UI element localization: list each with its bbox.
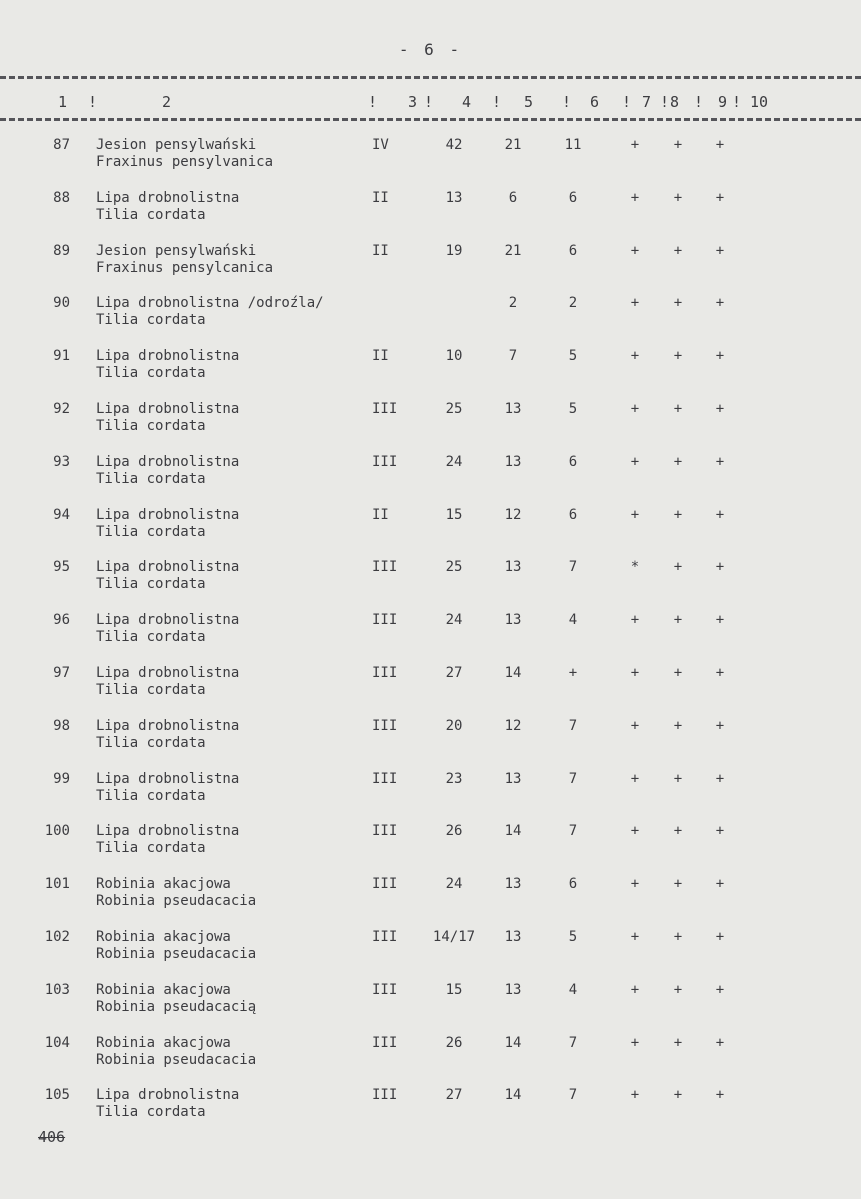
value-col-5: 21 — [504, 243, 522, 259]
mark-col-8: + — [673, 771, 683, 787]
species-name-polish: Robinia akacjowa — [96, 1035, 231, 1051]
mark-col-9: + — [715, 718, 725, 734]
species-name-latin: Tilia cordata — [96, 576, 206, 592]
table-row — [0, 1035, 861, 1079]
mark-col-8: + — [673, 1035, 683, 1051]
table-row — [0, 507, 861, 551]
species-name-polish: Robinia akacjowa — [96, 876, 231, 892]
header-separator: ! — [732, 93, 742, 111]
species-name — [96, 559, 239, 593]
value-col-4: 24 — [445, 876, 463, 892]
footer-note: 406 — [38, 1128, 66, 1146]
species-name — [96, 1035, 256, 1069]
species-name-latin: Robinia pseudacacią — [96, 999, 257, 1015]
quality-class: III — [372, 718, 398, 734]
header-col-8: 8 — [670, 93, 680, 111]
species-name — [96, 454, 239, 488]
row-number: 105 — [44, 1087, 70, 1103]
mark-col-8: + — [673, 401, 683, 417]
species-name — [96, 823, 239, 857]
value-col-4: 24 — [445, 612, 463, 628]
species-name — [96, 771, 239, 805]
mark-col-8: + — [673, 929, 683, 945]
value-col-6: 7 — [568, 1087, 578, 1103]
mark-col-9: + — [715, 401, 725, 417]
species-name-polish: Lipa drobnolistna — [96, 823, 240, 839]
header-col-7: 7 — [642, 93, 652, 111]
mark-col-9: + — [715, 295, 725, 311]
species-name-latin: Tilia cordata — [96, 524, 206, 540]
row-number: 93 — [53, 454, 70, 470]
table-row — [0, 401, 861, 445]
mark-col-9: + — [715, 823, 725, 839]
value-col-6: 5 — [568, 401, 578, 417]
value-col-5: 14 — [504, 1087, 522, 1103]
value-col-6: 5 — [568, 929, 578, 945]
header-bottom-rule — [0, 118, 861, 121]
value-col-5: 13 — [504, 876, 522, 892]
species-name-polish: Lipa drobnolistna — [96, 559, 240, 575]
mark-col-8: + — [673, 348, 683, 364]
mark-col-7: + — [630, 1087, 640, 1103]
species-name — [96, 348, 239, 382]
value-col-4: 19 — [445, 243, 463, 259]
row-number: 87 — [53, 137, 70, 153]
species-name — [96, 137, 273, 171]
mark-col-8: + — [673, 190, 683, 206]
row-number: 91 — [53, 348, 70, 364]
species-name-latin: Tilia cordata — [96, 840, 206, 856]
quality-class: II — [372, 243, 389, 259]
table-row — [0, 1087, 861, 1131]
species-name-polish: Lipa drobnolistna — [96, 348, 240, 364]
species-name — [96, 401, 239, 435]
value-col-4: 24 — [445, 454, 463, 470]
mark-col-8: + — [673, 665, 683, 681]
row-number: 102 — [44, 929, 70, 945]
quality-class: III — [372, 559, 398, 575]
species-name-polish: Lipa drobnolistna — [96, 612, 240, 628]
quality-class: II — [372, 348, 389, 364]
species-name-latin: Tilia cordata — [96, 207, 206, 223]
mark-col-8: + — [673, 982, 683, 998]
species-name-polish: Lipa drobnolistna — [96, 718, 240, 734]
value-col-6: 11 — [564, 137, 582, 153]
value-col-6: 6 — [568, 190, 578, 206]
mark-col-9: + — [715, 665, 725, 681]
species-name-latin: Tilia cordata — [96, 788, 206, 804]
mark-col-7: + — [630, 243, 640, 259]
value-col-5: 14 — [504, 823, 522, 839]
value-col-4: 26 — [445, 1035, 463, 1051]
value-col-4: 10 — [445, 348, 463, 364]
value-col-5: 13 — [504, 982, 522, 998]
row-number: 90 — [53, 295, 70, 311]
value-col-5: 13 — [504, 401, 522, 417]
species-name-polish: Lipa drobnolistna — [96, 507, 240, 523]
value-col-4: 13 — [445, 190, 463, 206]
value-col-6: 6 — [568, 454, 578, 470]
quality-class: III — [372, 1035, 398, 1051]
value-col-5: 21 — [504, 137, 522, 153]
quality-class: III — [372, 665, 398, 681]
value-col-5: 13 — [504, 454, 522, 470]
value-col-5: 14 — [504, 1035, 522, 1051]
value-col-6: 7 — [568, 771, 578, 787]
quality-class: II — [372, 190, 389, 206]
mark-col-9: + — [715, 348, 725, 364]
value-col-6: 4 — [568, 982, 578, 998]
row-number: 95 — [53, 559, 70, 575]
mark-col-8: + — [673, 823, 683, 839]
mark-col-7: + — [630, 823, 640, 839]
species-name-polish: Lipa drobnolistna — [96, 401, 240, 417]
value-col-5: 6 — [508, 190, 518, 206]
mark-col-8: + — [673, 454, 683, 470]
mark-col-7: + — [630, 771, 640, 787]
value-col-4: 23 — [445, 771, 463, 787]
header-col-10: 10 — [750, 93, 769, 111]
value-col-6: 7 — [568, 718, 578, 734]
table-row — [0, 876, 861, 920]
value-col-5: 12 — [504, 507, 522, 523]
mark-col-9: + — [715, 612, 725, 628]
header-col-6: 6 — [590, 93, 600, 111]
header-col-5: 5 — [524, 93, 534, 111]
table-row — [0, 243, 861, 287]
quality-class: III — [372, 982, 398, 998]
quality-class: IV — [372, 137, 389, 153]
species-name — [96, 876, 256, 910]
value-col-4: 14/17 — [432, 929, 476, 945]
mark-col-7: * — [630, 559, 640, 575]
quality-class: III — [372, 876, 398, 892]
value-col-6: + — [568, 665, 578, 681]
table-row — [0, 295, 861, 339]
mark-col-9: + — [715, 876, 725, 892]
species-name — [96, 243, 273, 277]
quality-class: III — [372, 1087, 398, 1103]
table-row — [0, 612, 861, 656]
header-col-9: 9 — [718, 93, 728, 111]
page-number: - 6 - — [398, 40, 463, 59]
mark-col-7: + — [630, 929, 640, 945]
mark-col-7: + — [630, 401, 640, 417]
quality-class: III — [372, 612, 398, 628]
value-col-5: 13 — [504, 929, 522, 945]
table-row — [0, 771, 861, 815]
species-name — [96, 982, 256, 1016]
mark-col-8: + — [673, 1087, 683, 1103]
species-name-polish: Lipa drobnolistna — [96, 190, 240, 206]
value-col-5: 2 — [508, 295, 518, 311]
header-top-rule — [0, 76, 861, 79]
table-row — [0, 718, 861, 762]
quality-class: II — [372, 507, 389, 523]
species-name-latin: Robinia pseudacacia — [96, 946, 257, 962]
header-separator: ! — [694, 93, 704, 111]
row-number: 103 — [44, 982, 70, 998]
species-name — [96, 1087, 239, 1121]
mark-col-8: + — [673, 876, 683, 892]
row-number: 99 — [53, 771, 70, 787]
mark-col-7: + — [630, 612, 640, 628]
row-number: 92 — [53, 401, 70, 417]
species-name-polish: Lipa drobnolistna /odroźla/ — [96, 295, 324, 311]
mark-col-7: + — [630, 1035, 640, 1051]
row-number: 94 — [53, 507, 70, 523]
header-separator: ! — [368, 93, 378, 111]
header-separator: ! — [492, 93, 502, 111]
mark-col-9: + — [715, 454, 725, 470]
table-row — [0, 348, 861, 392]
row-number: 89 — [53, 243, 70, 259]
value-col-6: 6 — [568, 876, 578, 892]
row-number: 104 — [44, 1035, 70, 1051]
mark-col-9: + — [715, 771, 725, 787]
quality-class: III — [372, 929, 398, 945]
value-col-6: 7 — [568, 559, 578, 575]
mark-col-9: + — [715, 929, 725, 945]
header-separator: ! — [562, 93, 572, 111]
mark-col-7: + — [630, 137, 640, 153]
value-col-6: 2 — [568, 295, 578, 311]
table-row — [0, 454, 861, 498]
header-separator: ! — [660, 93, 670, 111]
table-row — [0, 982, 861, 1026]
value-col-6: 6 — [568, 243, 578, 259]
value-col-5: 7 — [508, 348, 518, 364]
table-row — [0, 137, 861, 181]
mark-col-7: + — [630, 295, 640, 311]
mark-col-8: + — [673, 718, 683, 734]
quality-class: III — [372, 771, 398, 787]
species-name-latin: Tilia cordata — [96, 471, 206, 487]
value-col-4: 15 — [445, 507, 463, 523]
species-name-polish: Jesion pensylwański — [96, 137, 257, 153]
mark-col-8: + — [673, 295, 683, 311]
species-name — [96, 190, 239, 224]
mark-col-9: + — [715, 1087, 725, 1103]
header-col-2: 2 — [162, 93, 172, 111]
species-name-latin: Robinia pseudacacia — [96, 893, 257, 909]
row-number: 101 — [44, 876, 70, 892]
mark-col-7: + — [630, 454, 640, 470]
value-col-6: 5 — [568, 348, 578, 364]
table-row — [0, 559, 861, 603]
value-col-4: 20 — [445, 718, 463, 734]
mark-col-9: + — [715, 137, 725, 153]
value-col-4: 15 — [445, 982, 463, 998]
species-name — [96, 929, 256, 963]
table-row — [0, 929, 861, 973]
mark-col-9: + — [715, 559, 725, 575]
mark-col-7: + — [630, 665, 640, 681]
species-name-latin: Robinia pseudacacia — [96, 1052, 257, 1068]
value-col-6: 7 — [568, 1035, 578, 1051]
value-col-4: 25 — [445, 559, 463, 575]
header-col-1: 1 — [58, 93, 68, 111]
value-col-6: 6 — [568, 507, 578, 523]
species-name-polish: Lipa drobnolistna — [96, 771, 240, 787]
mark-col-9: + — [715, 982, 725, 998]
header-col-3: 3 — [408, 93, 418, 111]
mark-col-9: + — [715, 507, 725, 523]
species-name-polish: Lipa drobnolistna — [96, 665, 240, 681]
species-name-polish: Jesion pensylwański — [96, 243, 257, 259]
value-col-4: 42 — [445, 137, 463, 153]
row-number: 88 — [53, 190, 70, 206]
species-name-latin: Tilia cordata — [96, 1104, 206, 1120]
value-col-4: 27 — [445, 1087, 463, 1103]
species-name — [96, 718, 239, 752]
value-col-4: 26 — [445, 823, 463, 839]
species-name-polish: Lipa drobnolistna — [96, 454, 240, 470]
mark-col-8: + — [673, 559, 683, 575]
value-col-5: 13 — [504, 771, 522, 787]
species-name-latin: Tilia cordata — [96, 735, 206, 751]
species-name-latin: Tilia cordata — [96, 365, 206, 381]
header-separator: ! — [424, 93, 434, 111]
species-name-latin: Tilia cordata — [96, 312, 206, 328]
table-row — [0, 823, 861, 867]
row-number: 98 — [53, 718, 70, 734]
species-name — [96, 507, 239, 541]
mark-col-8: + — [673, 137, 683, 153]
mark-col-9: + — [715, 1035, 725, 1051]
mark-col-7: + — [630, 507, 640, 523]
species-name-polish: Robinia akacjowa — [96, 929, 231, 945]
table-row — [0, 665, 861, 709]
species-name — [96, 612, 239, 646]
species-name-latin: Tilia cordata — [96, 682, 206, 698]
species-name-latin: Tilia cordata — [96, 629, 206, 645]
mark-col-9: + — [715, 190, 725, 206]
value-col-4: 27 — [445, 665, 463, 681]
value-col-5: 13 — [504, 559, 522, 575]
mark-col-7: + — [630, 718, 640, 734]
value-col-4: 25 — [445, 401, 463, 417]
species-name-latin: Fraxinus pensylvanica — [96, 154, 274, 170]
value-col-6: 4 — [568, 612, 578, 628]
mark-col-7: + — [630, 982, 640, 998]
table-row — [0, 190, 861, 234]
row-number: 97 — [53, 665, 70, 681]
mark-col-9: + — [715, 243, 725, 259]
row-number: 100 — [44, 823, 70, 839]
row-number: 96 — [53, 612, 70, 628]
header-separator: ! — [622, 93, 632, 111]
mark-col-7: + — [630, 190, 640, 206]
mark-col-7: + — [630, 348, 640, 364]
mark-col-8: + — [673, 243, 683, 259]
quality-class: III — [372, 823, 398, 839]
value-col-6: 7 — [568, 823, 578, 839]
quality-class: III — [372, 401, 398, 417]
mark-col-8: + — [673, 612, 683, 628]
value-col-5: 13 — [504, 612, 522, 628]
header-separator: ! — [88, 93, 98, 111]
value-col-5: 12 — [504, 718, 522, 734]
species-name — [96, 665, 239, 699]
species-name-latin: Fraxinus pensylcanica — [96, 260, 274, 276]
quality-class: III — [372, 454, 398, 470]
species-name-polish: Robinia akacjowa — [96, 982, 231, 998]
species-name-latin: Tilia cordata — [96, 418, 206, 434]
species-name — [96, 295, 324, 329]
mark-col-8: + — [673, 507, 683, 523]
species-name-polish: Lipa drobnolistna — [96, 1087, 240, 1103]
header-col-4: 4 — [462, 93, 472, 111]
mark-col-7: + — [630, 876, 640, 892]
value-col-5: 14 — [504, 665, 522, 681]
